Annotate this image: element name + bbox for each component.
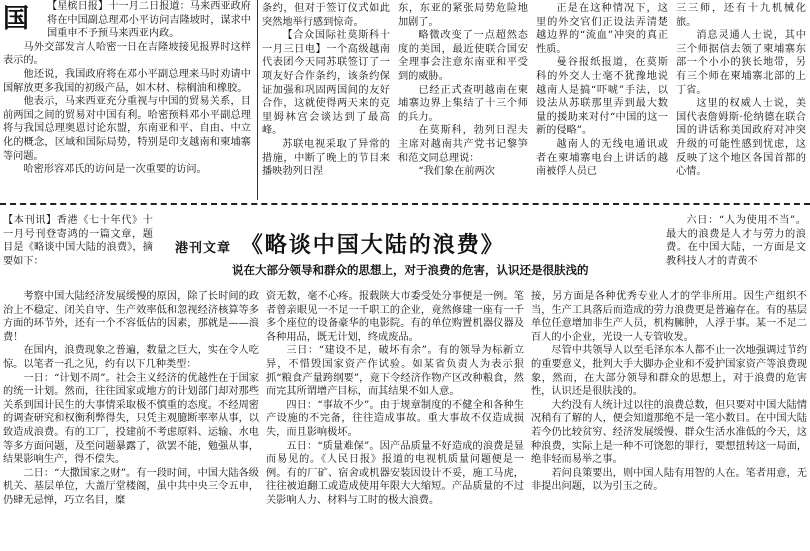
headline-label: 港刊文章 [175,241,232,256]
paragraph: 【合众国际社莫斯科十一月三日电】一个高级越南代表团今天同苏联签订了一项友好合作条约，该条约保证加强和巩固两国间的友好合作，这就使得两天来的克里姆林宫会谈达到了最高峰。 [262,30,390,137]
top-column-2 [262,2,390,200]
section-divider [0,203,810,205]
paragraph: 这里的权威人士说，美国代表詹姆斯·伦纳德在联合国的讲话称美国政府对冲突升级的可能性感到忧虑，这反映了这个地区各国首都的心情。 [676,98,806,178]
paragraph: 【星槟日报】十一月二日报道：马来西亚政府将在中国副总理邓小平访问吉隆坡时，谋求中国重申不予预马来西亚内政。 [47,1,251,40]
paragraph: 资无数，毫不心疼。报载陕大市委受处分事便是一例。笔者曾亲眼见一不足一千职工的企业，竟然修建一座有一千多个座位的设备豪华的电影院。有的单位购置机器仪器及各种用品，既无计划，终成废品。 [266,291,524,343]
paragraph: 正是在这种情况下，这里的外交官们正设法弄清楚越边界的“流血”冲突的真正性质。 [536,3,668,55]
top-column-1 [3,0,251,200]
article-column-2 [266,290,524,551]
paragraph: 东，东亚的紧张局势危险地加剧了。 [398,3,528,28]
headline-fragment: 国 [3,4,30,34]
paragraph: 五日：“质量难保”。因产品质量不好造成的浪费是显而易见的。《人民日报》报道的电视机质量问题便是一例。有的厂矿、宿舍或机器安装因设计不妥，施工马虎，往往被迫翻工或造成使用年限大大缩短。产品质量的不过关影响人力、材料与工时的极大浪费。 [266,440,524,506]
paragraph: 三日：“建设不足，破坏有余”。有的领导为标新立异，不惜毁国家资产作试验。如某省负责人为表示狠抓“粮食产量跨纲要”，竟下令经济作物产区改种粮食，然而完其所谓增产目标，而其结果不如人意。 [266,345,524,398]
article-column-3 [531,290,807,551]
top-column-5 [676,2,806,200]
paragraph: 三三师，还有十九机械化旅。 [676,3,806,28]
paragraph: 曼谷报纸报道，在莫斯科的外交人士毫不犹豫地说越南人是搞“吓唬”手法，以设法从苏联那里弄到最大数量的援助来对付“中国的这一新的侵略”。 [536,57,668,137]
paragraph: 在国内，浪费现象之普遍，数量之巨大，实在令人吃惊。以笔者一孔之见，约有以下几种类型： [3,345,259,370]
paragraph: “我们象在前两次 [418,166,495,178]
paragraph: 考察中国大陆经济发展缓慢的原因，除了长时间的政治上不稳定、闭关自守、生产效率低和忽视经济核算等多方面的环节外，还有一个不容低估的因素，那就是——浪费！ [3,291,259,343]
column-rule [257,0,258,200]
paragraph: 略微改变了一点超然态度的美国，最近使联合国安全理事会注意东南亚和平受到的威胁。 [398,30,528,82]
top-column-3 [398,2,528,200]
paragraph: 二日：“大撒国家之财”。有一段时间，中国大陆各级机关、基层单位，大盖厅堂楼阁，虽中共中央三令五申，仍肆无忌惮，巧立名目，糜 [3,467,259,506]
paragraph: 若问良策要出，则中国人陆有用智的人在。笔者用意，无非提出问题，以为引玉之砖。 [531,467,807,493]
paragraph: 在莫斯科，勃列日涅夫主席对越南共产党书记黎笋和范文同总理说： [398,125,528,164]
paragraph: 一日：“计划不周”。社会主义经济的优越性在于国家的统一计划。然而，往往国家或地方的计划部门却对那些关系到国计民生的大事情采取极不慎重的态度。不经周密的调查研究和权衡利弊得失，只凭主观臆断率率从事，以致造成浪费。有的工厂，投建前不考虑原料、运输、水电等多方面问题，及至问题暴露了，欲罢不能，勉强从事，结果影响生产，得不偿失。 [3,372,259,466]
article-subtitle: 说在大部分领导和群众的思想上，对于浪费的危害，认识还是很肤浅的 [232,263,589,277]
paragraph: 条约，但对于签订仪式如此突然地举行感到惊奇。 [262,3,390,28]
paragraph: 哈密形容邓氏的访问是一次重要的访问。 [23,164,207,176]
paragraph: 他还说，我国政府将在邓小平副总理来马时劝请中国解放更多我国的初级产品，如木材、棕榈油和橡胶。 [3,68,251,94]
headline-title: 《略谈中国大陆的浪费》 [240,232,505,258]
paragraph: 苏联电视采取了异常的措施，中断了晚上的节目来播映勃列日涅 [262,138,390,178]
paragraph: 六日：“人为使用不当”。最大的浪费是人才与劳力的浪费。在中国大陆，一方面是文教科技人才的青黄不 [666,215,806,267]
article-headline [175,228,505,259]
source-note [3,214,153,286]
paragraph: 已经正式查明越南在柬埔寨边界上集结了十三个师的兵力。 [398,84,528,123]
paragraph: 越南人的无线电通讯或者在柬埔寨电台上讲话的越南被俘人员已 [536,138,668,178]
right-top-column [666,214,806,286]
top-column-4 [536,2,668,200]
paragraph: 他表示，马来西亚充分重视与中国的贸易关系，目前两国之间的贸易对中国有利。哈密预料邓小平副总理将与我国总理奥恩讨论东盟，东南亚和平、自由、中立化的概念，区域和国际局势，特别是印支越南和柬埔寨等问题。 [3,96,251,162]
paragraph: 大约没有人统计过以往的浪费总数，但只要对中国大陆情况稍有了解的人，便会知道那绝不是一笔小数目。在中国大陆若今仍比较贫穷、经济发展缓慢、群众生活水准低的今天，这种浪费，实际上是一种不可饶恕的罪行，要想扭转这一局面，绝非轻而易举之事。 [531,399,807,466]
paragraph: 尽管中共领导人以至毛泽东本人都不止一次地强调过节约的重要意义，批判大手大脚办企业和不爱护国家资产等浪费现象，然而，在大部分领导和群众的思想上，对于浪费的危害性，认识还是很肤浅的。 [531,345,807,398]
paragraph: 马外交部发言人哈密一日在吉隆坡接见报界时这样表示的。 [3,41,251,67]
paragraph: 四日：“事故不少”。由于规章制度的不健全和各种生产设施的不完备，往往造成事故。重大事故不仅造成损失，而且影响极坏。 [266,399,524,438]
paragraph: 消息灵通人士说，其中三个师据信去领了柬埔寨东部一个小小的狭长地带，另有三个师在柬埔寨北部的上丁省。 [676,30,806,96]
paragraph: 接，另方面是各种优秀专业人才的学非所用。因生产组织不当，生产工具落后而造成的劳力浪费更是普遍存在。有的基层单位任意增加非生产人员，机构臃肿，人浮于事。某一不足二百人的小企业，光设一人专管收发。 [531,291,807,343]
article-column-1 [3,290,259,551]
source-text: 【本刊讯】香港《七十年代》十一月号刊登寄鸿的一篇文章，题目是《略谈中国大陆的浪费》，摘要如下： [3,215,153,267]
